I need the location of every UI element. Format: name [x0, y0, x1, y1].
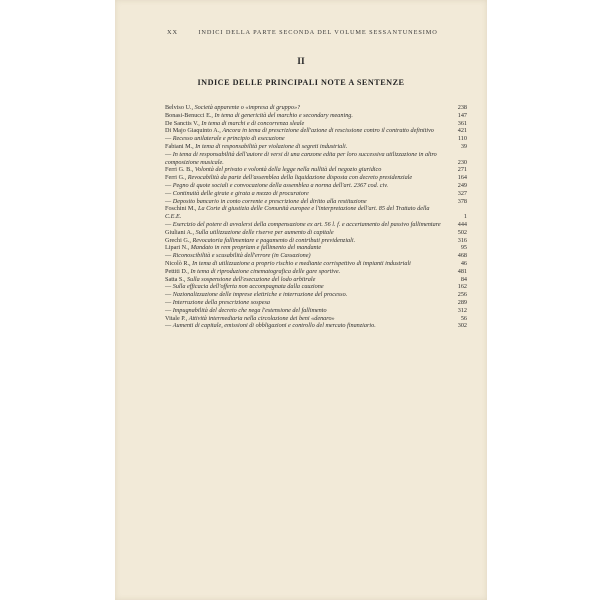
entry-page-number: 378	[457, 197, 467, 205]
entry-subject: Impugnabilità del decreto che nega l'estensione del fallimento	[172, 306, 327, 314]
index-entry	[165, 307, 467, 315]
index-entry	[165, 252, 467, 260]
entry-page-number: 46	[460, 259, 467, 267]
index-entry	[165, 268, 467, 276]
entry-subject: Riconoscibilità e scusabilità dell'errore (in Cassazione)	[172, 252, 311, 260]
index-entry	[165, 237, 467, 245]
index-entry	[165, 182, 467, 190]
entry-subject: Esercizio del potere di avvalersi della compensazione ex art. 56 l. f. e accertamento del passivo fallimentare	[172, 220, 441, 228]
entry-subject: Società apparente o «impresa di gruppo»?	[194, 104, 301, 111]
index-entry	[165, 198, 467, 206]
entry-page-number: 249	[457, 181, 467, 189]
entry-author: —	[165, 197, 173, 205]
index-entry	[165, 112, 467, 120]
entry-author: Ferri G.,	[165, 174, 188, 182]
entry-subject: In tema di responsabilità per violazione di segreti industriali.	[195, 142, 348, 150]
entry-subject: Mandato in rem propriam e fallimento del mandante	[190, 244, 322, 252]
index-entries	[165, 104, 467, 330]
index-entry	[165, 174, 467, 182]
section-title: INDICE DELLE PRINCIPALI NOTE A SENTENZE	[197, 78, 405, 87]
entry-page-number: 481	[457, 267, 467, 275]
entry-page-number: 316	[457, 236, 467, 244]
entry-author: Giuliani A.,	[165, 228, 196, 236]
entry-page-number: 56	[460, 314, 467, 322]
entry-page-number: 327	[457, 189, 467, 197]
entry-page-number: 468	[457, 252, 467, 260]
entry-page-number: 444	[457, 220, 467, 228]
index-entry	[165, 135, 467, 143]
entry-author: Belviso U.,	[165, 104, 195, 111]
entry-author: —	[165, 220, 173, 228]
entry-author: De Sanctis V.,	[165, 119, 202, 127]
entry-subject: Attività intermediaria nella circolazione dei beni «denaro»	[188, 314, 335, 322]
entry-author: Grechi G.,	[165, 236, 193, 244]
entry-page-number: 1	[463, 213, 467, 221]
index-entry	[165, 260, 467, 268]
entry-author: —	[165, 283, 173, 291]
entry-page-number: 39	[460, 142, 467, 150]
index-entry	[165, 221, 467, 229]
index-entry	[165, 229, 467, 237]
index-entry	[165, 190, 467, 198]
index-entry	[165, 315, 467, 323]
entry-subject: Volontà del privato e volontà della legge nella nullità del negozio giuridico	[194, 166, 382, 174]
entry-subject: Revocabilità da parte dell'assemblea della liquidazione disposta con decreto presidenziale	[187, 174, 413, 182]
entry-subject: In tema di utilizzazione a proprio rischio e mediante corrispettivo di impianti industriali	[192, 259, 411, 267]
entry-author: Nicolò R.,	[165, 259, 193, 267]
entry-author: Foschini M.,	[165, 205, 199, 213]
header-running-title: INDICI DELLA PARTE SECONDA DEL VOLUME SESSANTUNESIMO	[198, 29, 438, 36]
entry-page-number: 256	[457, 291, 467, 299]
entry-subject: Aumenti di capitale, emissioni di obbligazioni e controllo del mercato finanziario.	[172, 322, 376, 330]
entry-subject: In tema di marchi e di concorrenza sleale	[201, 119, 305, 127]
entry-author: Bonasi-Benucci E.,	[165, 111, 215, 119]
entry-author: Di Majo Giaquinto A.,	[165, 127, 223, 135]
entry-page-number: 502	[457, 228, 467, 236]
entry-page-number: 110	[457, 135, 467, 143]
index-entry	[165, 276, 467, 284]
index-entry	[165, 143, 467, 151]
entry-subject: In tema di riproduzione cinematografica delle gare sportive.	[190, 267, 341, 275]
entry-page-number: 312	[457, 306, 467, 314]
entry-author: —	[165, 306, 173, 314]
entry-subject: Sulla utilizzazione delle riserve per aumento di capitale	[195, 228, 334, 236]
entry-author: —	[165, 189, 173, 197]
index-entry	[165, 322, 467, 330]
entry-page-number: 238	[457, 104, 467, 111]
header-page-number: XX	[167, 29, 178, 36]
entry-author: Fabiani M.,	[165, 142, 196, 150]
book-page	[115, 0, 487, 600]
entry-author: —	[165, 291, 173, 299]
index-entry	[165, 291, 467, 299]
entry-author: —	[165, 298, 173, 306]
entry-page-number: 147	[457, 111, 467, 119]
index-entry	[165, 120, 467, 128]
entry-page-number: 421	[457, 127, 467, 135]
entry-page-number: 289	[457, 298, 467, 306]
entry-subject: Recesso unilaterale e principio di esecuzione	[172, 135, 285, 143]
entry-subject: Sulla sospensione dell'esecuzione del lodo arbitrale	[187, 275, 316, 283]
entry-page-number: 271	[457, 166, 467, 174]
entry-subject: Continuità delle girate e girata a mezzo di procuratore	[172, 189, 309, 197]
index-entry	[165, 283, 467, 291]
entry-author: —	[165, 150, 173, 158]
entry-author: —	[165, 181, 173, 189]
entry-subject: Deposito bancario in conto corrente e prescrizione del diritto alla restituzione	[172, 197, 367, 205]
index-entry	[165, 205, 467, 221]
running-header	[167, 29, 467, 36]
entry-page-number: 84	[460, 275, 467, 283]
index-entry	[165, 127, 467, 135]
entry-subject: In tema di genericità del marchio e secondary meaning.	[214, 111, 353, 119]
entry-page-number: 230	[457, 158, 467, 166]
entry-author: —	[165, 322, 173, 330]
index-entry	[165, 244, 467, 252]
entry-subject: Nazionalizzazione delle imprese elettriche e interruzione del processo.	[172, 291, 348, 299]
entry-author: Lipari N.,	[165, 244, 191, 252]
entry-subject: Sulla efficacia dell'offerta non accompagnata dalla cauzione	[172, 283, 324, 291]
entry-author: Vitale P.,	[165, 314, 189, 322]
entry-author: Pettiti D.,	[165, 267, 191, 275]
entry-page-number: 361	[457, 119, 467, 127]
index-entry	[165, 166, 467, 174]
index-entry	[165, 151, 467, 167]
index-entry	[165, 299, 467, 307]
entry-subject: Pegno di quote sociali e convocazione della assemblea a norma dell'art. 2367 cod. civ.	[172, 181, 389, 189]
entry-subject: Revocatoria fallimentare e pagamento di contributi previdenziali.	[192, 236, 356, 244]
entry-page-number: 95	[460, 244, 467, 252]
entry-page-number: 302	[457, 322, 467, 330]
entry-subject: La Corte di giustizia delle Comunità europee e l'interpretazione dell'art. 85 del Trattato della C.E.E.	[165, 205, 430, 221]
section-number: II	[297, 57, 305, 67]
entry-page-number: 164	[457, 174, 467, 182]
entry-subject: Interruzione della prescrizione sospesa	[172, 298, 270, 306]
entry-author: Satta S.,	[165, 275, 188, 283]
entry-author: —	[165, 252, 173, 260]
entry-author: Ferri G. B.,	[165, 166, 195, 174]
index-entry	[165, 104, 467, 112]
entry-subject: In tema di responsabilità dell'autore di versi di una canzone edita per loro successiva utilizzazione in altro composizione musicale.	[165, 150, 437, 166]
entry-page-number: 162	[457, 283, 467, 291]
entry-author: —	[165, 135, 173, 143]
entry-subject: Ancora in tema di prescrizione dell'azione di rescissione contro il contratto definitivo	[222, 127, 434, 135]
